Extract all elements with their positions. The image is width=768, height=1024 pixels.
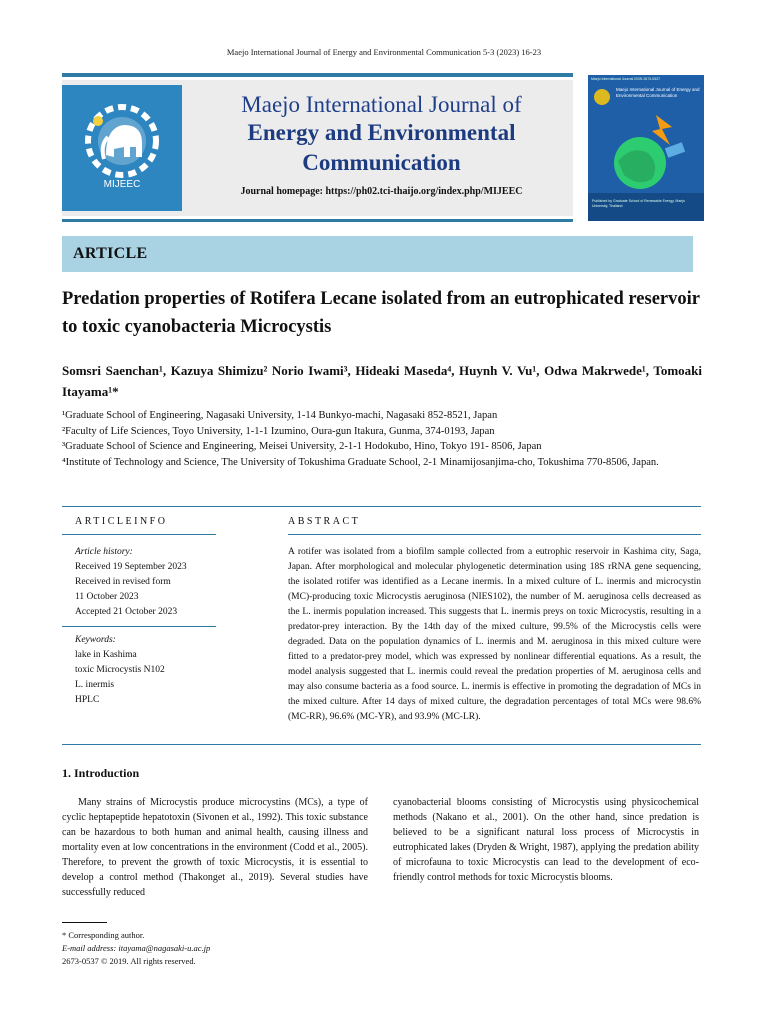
email-link[interactable]: itayama@nagasaki-u.ac.jp: [118, 943, 211, 953]
article-info-heading: ARTICLEINFO: [75, 516, 168, 527]
cover-bottom-text: Published by Graduate School of Renewable Energy, Maejo University, Thailand: [592, 199, 685, 208]
intro-column-right: cyanobacterial blooms consisting of Microcystis using physicochemical methods (Nakano et al., 2001). On the other hand, since predation is believed to be a significant natural loss process of Microcystis in eutrophicated lakes (Dryden & Wright, 1987), applying the predation ability of microfauna to toxic Microcystis can lead to the development of eco-friendly control methods for toxic Microcystis blooms.: [393, 797, 699, 883]
history-label: Article history:: [75, 547, 133, 557]
journal-homepage[interactable]: Journal homepage: https://ph02.tci-thaijo.org/index.php/MIJEEC: [240, 186, 523, 197]
article-info: [75, 545, 215, 620]
author-list: Somsri Saenchan¹, Kazuya Shimizu² Norio Iwami³, Hideaki Maseda⁴, Huynh V. Vu¹, Odwa Makrwede¹, Tomoaki Itayama¹*: [62, 363, 702, 399]
history-received: Received 19 September 2023: [75, 562, 187, 572]
info-top-rule: [62, 506, 701, 507]
info-heading-rule: [62, 534, 216, 535]
keywords-label: Keywords:: [75, 635, 116, 645]
header-bottom-rule: [62, 219, 573, 222]
journal-title-line3: Communication: [302, 150, 461, 175]
abstract-bottom-rule: [62, 744, 701, 745]
journal-title: [190, 92, 573, 178]
cover-title: Maejo International Journal of Energy and Environmental Communication: [616, 87, 700, 98]
keyword-2: toxic Microcystis N102: [75, 665, 165, 675]
abstract-heading-rule: [288, 534, 701, 535]
email-line: [62, 942, 362, 955]
journal-cover-image: [588, 75, 704, 221]
abstract-text: A rotifer was isolated from a biofilm sample collected from a eutrophic reservoir in Kashima city, Saga, Japan. After morphological and molecular phylogenetic determination using 18S rRNA gene sequencing, the isolated rotifer was identified as a Lecane inermis. In a mixed culture of L. inermis and microcystin (MC)-producing toxic Microcystis aeruginosa (NIES102), the number of M. aeruginosa cells decreased as the L. inermis population increased. This suggests that L. inermis preys on toxic Microcystis, resulting in a predator-prey interaction. By the 14th day of the mixed culture, 99.5% of the Microcystis cells were degraded. Data on the population dynamics of L. inermis and M. aeruginosa in this mixed culture were fitted to a predator-prey model, which was expressed by nonlinear differential equations. As a result, the model analysis suggested that L. inermis could reveal the predation properties of M. aeruginosa cells and may also consume bacteria as a food source. L. inermis is effective in promoting the degradation of MCs in the mixed culture. After 14 days of mixed culture, the degradation percentages of total MCs were 98.6% (MC-RR), 96.6% (MC-YR), and 93.9% (MC-LR).: [288, 547, 701, 722]
logo-label: MIJEEC: [103, 179, 141, 190]
intro-column-left: Many strains of Microcystis produce microcystins (MCs), a type of cyclic heptapeptide hepatotoxin (Sivonen et al., 1992). This toxic substance can be hazardous to both human and animal health, causing illness and mortality even at low concentrations in the environment (Codd et al., 2005). Therefore, to prevent the growth of toxic Microcystis, it is essential to develop a control method (Thakonget al., 2019). Several studies have successfully reduced: [62, 797, 368, 898]
header-top-rule: [62, 73, 573, 77]
keyword-1: lake in Kashima: [75, 650, 137, 660]
corresponding-note: * Corresponding author.: [62, 930, 145, 940]
article-type-bar: [62, 236, 693, 272]
history-accepted: Accepted 21 October 2023: [75, 607, 178, 617]
paper-title: Predation properties of Rotifera Lecane isolated from an eutrophicated reservoir to toxic cyanobacteria Microcystis: [62, 289, 700, 337]
history-revised-date: 11 October 2023: [75, 592, 139, 602]
affiliation-1: ¹Graduate School of Engineering, Nagasaki University, 1-14 Bunkyo-machi, Nagasaki 852-8521, Japan: [62, 410, 498, 421]
keyword-4: HPLC: [75, 695, 100, 705]
affiliation-2: ²Faculty of Life Sciences, Toyo University, 1-1-1 Izumino, Oura-gun Itakura, Gunma, 374-0193, Japan: [62, 425, 495, 437]
keywords-block: [75, 633, 215, 708]
article-type-label: ARTICLE: [73, 245, 148, 262]
cover-top-text: Maejo International Journal ISSN 2673-0537: [591, 77, 661, 81]
footnote: [62, 929, 362, 968]
keywords-rule: [62, 626, 216, 627]
affiliations: [62, 408, 702, 470]
running-header: Maejo International Journal of Energy and Environmental Communication 5-3 (2023) 16-23: [226, 47, 542, 57]
abstract-heading: ABSTRACT: [288, 516, 361, 527]
history-revised: Received in revised form: [75, 577, 171, 587]
keyword-3: L. inermis: [75, 680, 115, 690]
section-heading-introduction: 1. Introduction: [62, 766, 140, 780]
journal-title-line2: Energy and Environmental: [247, 120, 516, 145]
affiliation-3: ³Graduate School of Science and Engineering, Meisei University, 2-1-1 Hodokubo, Hino, Tokyo 191- 8506, Japan: [62, 441, 542, 452]
journal-logo: [62, 85, 182, 211]
copyright-line: 2673-0537 © 2019. All rights reserved.: [62, 956, 196, 966]
affiliation-4: ⁴Institute of Technology and Science, The University of Tokushima Graduate School, 2-1 Minamijosanjima-cho, Tokushima 770-8506, Japan.: [62, 456, 659, 468]
email-label: E-mail address:: [62, 943, 117, 953]
gear-elephant-icon: [62, 85, 182, 211]
journal-title-line1: Maejo International Journal of: [241, 92, 522, 117]
footnote-rule: [62, 922, 107, 923]
